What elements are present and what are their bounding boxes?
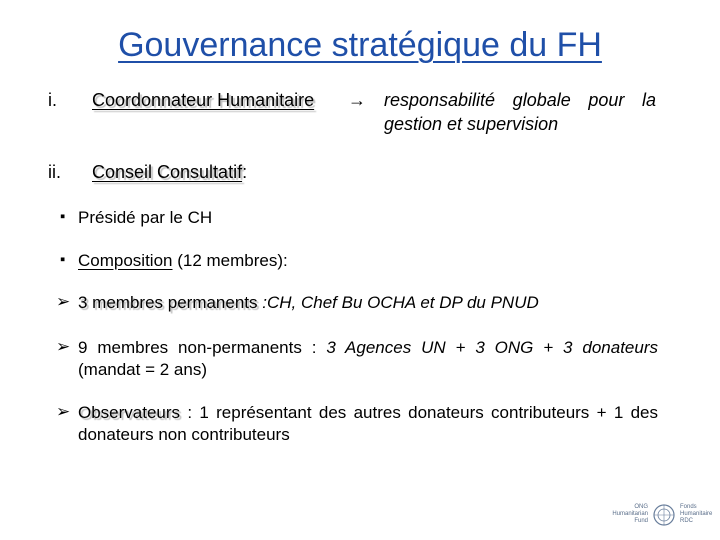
conseil-label-text: Conseil Consultatif <box>92 162 243 182</box>
bullet-preside: Présidé par le CH <box>78 208 213 227</box>
logo-left-text: ONG Humanitarian Fund <box>612 504 648 524</box>
non-permanents-lead: 9 membres non-permanents : <box>78 338 327 357</box>
arrow-bullet-icon: ➢ <box>56 402 71 421</box>
square-bullet-icon: ▪ <box>60 208 66 225</box>
permanents-lead: 3 membres permanents <box>78 293 258 312</box>
observateurs-lead: Observateurs <box>78 403 181 422</box>
observateurs-rest: : 1 représentant des autres donateurs contributeurs + 1 des donateurs non contributeurs <box>78 403 658 444</box>
item-conseil <box>0 160 720 186</box>
arrow-item-non-permanents <box>78 337 658 381</box>
logo-right-text: Fonds Humanitaire RDC <box>680 504 713 524</box>
un-emblem-icon <box>652 503 676 527</box>
arrow-bullet-icon: ➢ <box>56 292 71 311</box>
item-label-conseil <box>92 160 247 184</box>
arrow-item-permanents <box>78 292 658 314</box>
item-label-coordonnateur: Coordonnateur Humanitaire <box>92 90 315 110</box>
composition-link: Composition <box>78 251 173 270</box>
square-bullet-icon: ▪ <box>60 251 66 268</box>
arrow-icon: → <box>348 90 366 110</box>
footer-logo <box>612 500 712 532</box>
item-numeral: ii. <box>48 162 61 182</box>
item-numeral: i. <box>48 90 57 110</box>
item-coordonnateur <box>0 88 720 138</box>
conseil-suffix: : <box>242 162 248 182</box>
bullet-composition <box>78 250 288 272</box>
non-permanents-tail: (mandat = 2 ans) <box>78 360 207 379</box>
arrow-item-observateurs <box>78 402 658 446</box>
arrow-bullet-icon: ➢ <box>56 337 71 356</box>
non-permanents-rest: 3 Agences UN + 3 ONG + 3 donateurs <box>326 338 659 357</box>
page-title: Gouvernance stratégique du FH <box>118 26 602 64</box>
composition-count: (12 membres): <box>172 251 288 270</box>
item-description-line1: responsabilité globale pour la <box>384 90 656 110</box>
permanents-rest: :CH, Chef Bu OCHA et DP du PNUD <box>257 293 539 312</box>
item-description-line2: gestion et supervision <box>384 114 559 134</box>
